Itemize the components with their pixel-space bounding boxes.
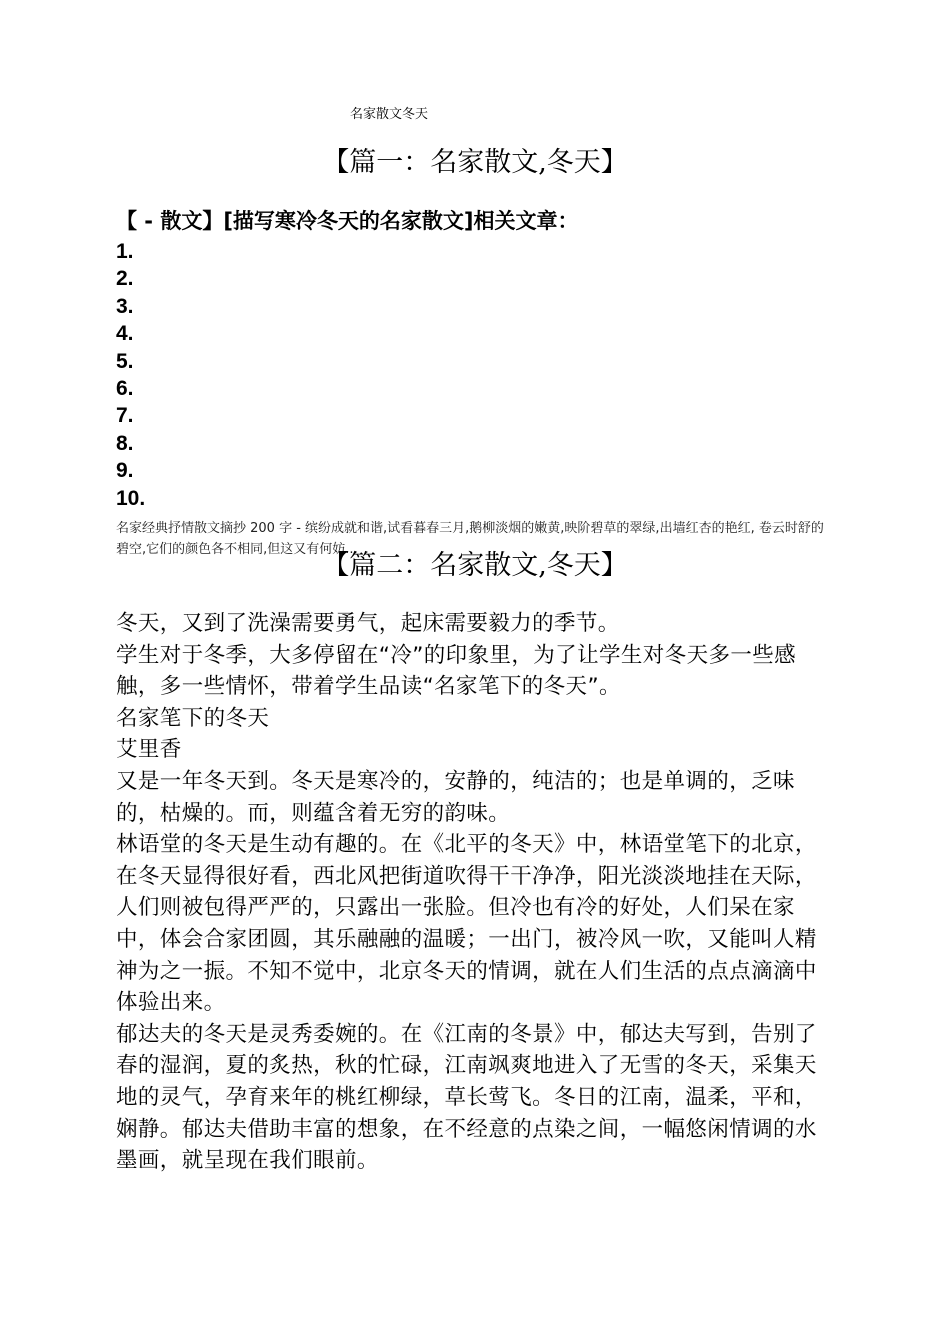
article-excerpt: 名家经典抒情散文摘抄 200 字 - 缤纷成就和谐,试看暮春三月,鹅柳淡烟的嫩黄,映阶碧草的翠绿,出墙红杏的艳红, 卷云时舒的碧空,它们的颜色各不相同,但这又有何妨... — [116, 521, 824, 557]
list-item: 3. — [116, 294, 134, 318]
paragraph: 郁达夫的冬天是灵秀委婉的。在《江南的冬景》中，郁达夫写到，告别了春的湿润，夏的炙热，秋的忙碌，江南飒爽地进入了无雪的冬天，采集天地的灵气，孕育来年的桃红柳绿，草长莺飞。冬日的江南，温柔，平和，娴静。郁达夫借助丰富的想象，在不经意的点染之间，一幅悠闲情调的水墨画，就呈现在我们眼前。 — [116, 1021, 817, 1174]
list-item: 4. — [116, 322, 134, 346]
running-header: 名家散文冬天 — [350, 107, 429, 122]
list-item: 1. — [116, 240, 134, 263]
paragraph: 学生对于冬季，大多停留在“冷”的印象里，为了让学生对冬天多一些感触，多一些情怀，带着学生品读“名家笔下的冬天”。 — [116, 642, 797, 700]
list-item: 7. — [116, 404, 134, 428]
section-one-title: 【篇一：名家散文,冬天】 — [322, 147, 628, 178]
essay-body — [116, 608, 836, 1177]
related-articles-list — [116, 238, 145, 512]
paragraph: 又是一年冬天到。冬天是寒冷的，安静的，纯洁的；也是单调的，乏味的，枯燥的。而，则蕴含着无穷的韵味。 — [116, 768, 795, 826]
essay-author: 艾里香 — [116, 737, 182, 763]
list-item: 10. — [116, 486, 146, 510]
list-item: 9. — [116, 459, 134, 483]
list-item: 5. — [116, 349, 134, 373]
list-item: 8. — [116, 431, 134, 455]
paragraph: 冬天，又到了洗澡需要勇气，起床需要毅力的季节。 — [116, 611, 620, 636]
section-two-title: 【篇二：名家散文,冬天】 — [322, 550, 628, 581]
list-item: 2. — [116, 267, 134, 291]
related-articles-heading: 【 - 散文】[描写寒冷冬天的名家散文]相关文章： — [116, 209, 579, 233]
paragraph: 林语堂的冬天是生动有趣的。在《北平的冬天》中，林语堂笔下的北京，在冬天显得很好看，西北风把街道吹得干干净净，阳光淡淡地挂在天际，人们则被包得严严的，只露出一张脸。但冷也有冷的好处，人们呆在家中，体会合家团圆，其乐融融的温暖；一出门，被冷风一吹，又能叫人精神为之一振。不知不觉中，北京冬天的情调，就在人们生活的点点滴滴中体验出来。 — [116, 832, 817, 1016]
essay-heading: 名家笔下的冬天 — [116, 705, 270, 731]
list-item: 6. — [116, 376, 134, 400]
